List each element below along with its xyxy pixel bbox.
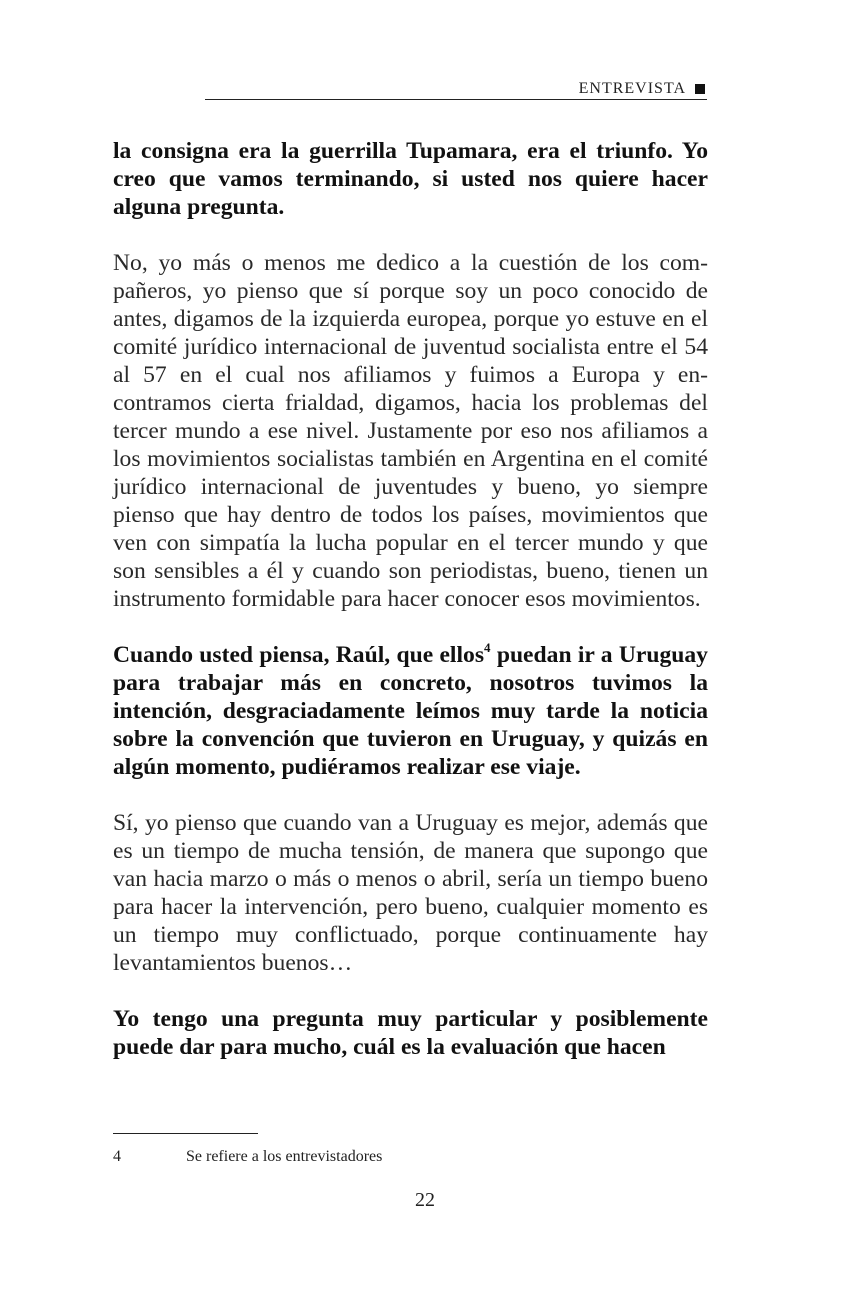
page-body [113,137,708,1061]
question-paragraph-1: la consigna era la guerrilla Tupamara, era el triunfo. Yo creo que vamos terminando, si usted nos quiere hacer alguna pregunta. [113,138,708,220]
footnote-rule [113,1133,258,1134]
footnote-number: 4 [113,1148,121,1165]
question-text-after: puedan ir a Uruguay para trabajar más en concreto, nosotros tuvimos la intención, desgraciadamente leímos muy tarde la noticia sobre la convención que tuvieron en Uruguay, y quizás en algún momento, pudiéramos realizar ese viaje. [113,642,708,780]
answer-paragraph-2: Sí, yo pienso que cuando van a Uruguay es mejor, además que es un tiempo de mucha tensión, de manera que supongo que van hacia marzo o más o menos o abril, sería un tiempo bueno para hacer la intervención, pero bueno, cualquier momento es un tiempo muy conflictuado, porque continuamente hay levantamientos buenos… [113,810,708,976]
header-square-icon [695,84,705,94]
question-paragraph-2 [113,641,708,781]
footnote-text: Se refiere a los entrevistadores [186,1148,383,1165]
question-text-before: Cuando usted piensa, Raúl, que ellos [113,642,485,668]
footnote-reference: 4 [484,640,491,655]
question-paragraph-3: Yo tengo una pregunta muy particular y posiblemente puede dar para mucho, cuál es la evaluación que hacen [113,1006,708,1060]
header-rule [205,99,707,100]
answer-paragraph-1: No, yo más o menos me dedico a la cuestión de los compañeros, yo pienso que sí porque soy un poco conocido de antes, digamos de la izquierda europea, porque yo estuve en el comité jurídico internacional de juventud socialista entre el 54 al 57 en el cual nos afiliamos y fuimos a Europa y encontramos cierta frialdad, digamos, hacia los problemas del tercer mundo a ese nivel. Justamente por eso nos afiliamos a los movimientos socialistas también en Argentina en el comité jurídico internacional de juventudes y bueno, yo siempre pienso que hay dentro de todos los países, movimientos que ven con simpatía la lucha popular en el tercer mundo y que son sensibles a él y cuando son periodistas, bueno, tienen un instrumento formidable para hacer conocer esos movimientos. [113,250,708,612]
page-number: 22 [415,1189,435,1211]
header-title: ENTREVISTA [578,80,686,97]
